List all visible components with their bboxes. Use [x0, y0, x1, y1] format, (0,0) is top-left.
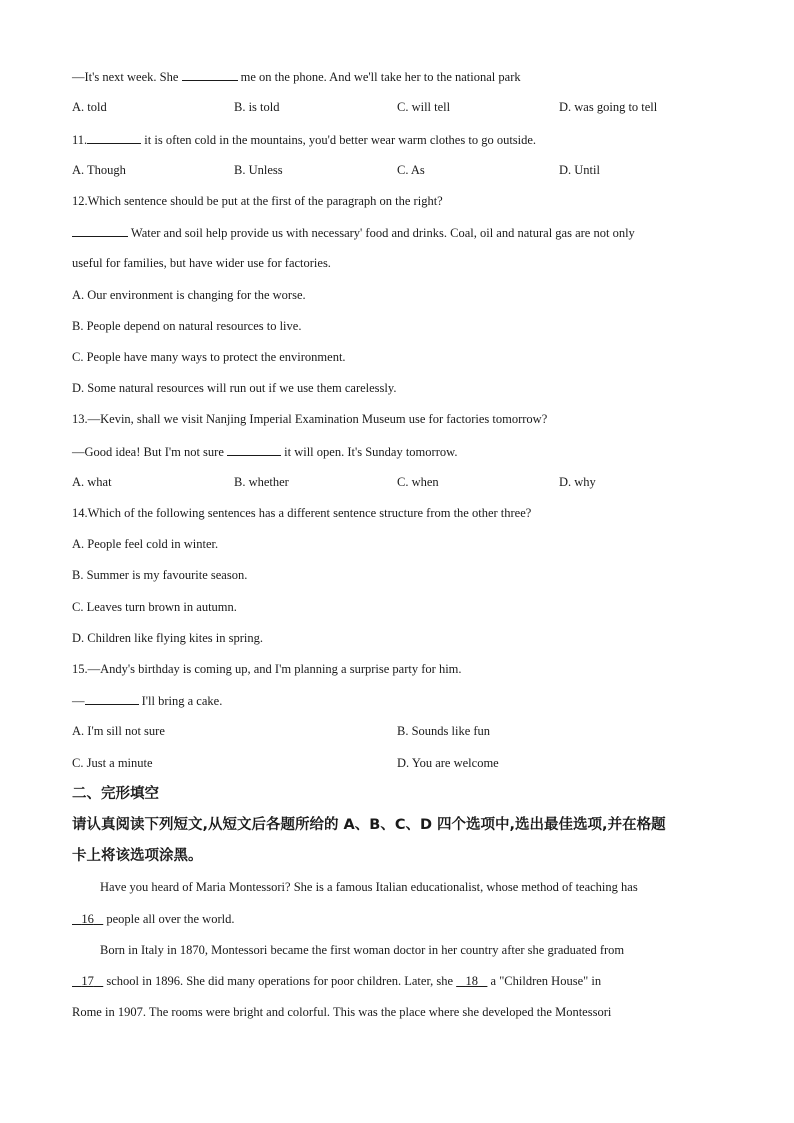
q14-option-c: C. Leaves turn brown in autumn.	[72, 600, 237, 614]
q13-line: —Good idea! But I'm not sure it will open. It's Sunday tomorrow.	[72, 445, 458, 459]
q15-option-a: A. I'm sill not sure	[72, 724, 165, 738]
q15-line: — I'll bring a cake.	[72, 694, 223, 708]
q15-question: 15.—Andy's birthday is coming up, and I'm planning a surprise party for him.	[72, 662, 462, 676]
section-instruction: 请认真阅读下列短文,从短文后各题所给的 A、B、C、D 四个选项中,选出最佳选项,并在格题	[72, 817, 666, 833]
q14-option-d: D. Children like flying kites in spring.	[72, 631, 263, 645]
q12-option-c: C. People have many ways to protect the environment.	[72, 350, 346, 364]
blank-18: 18	[465, 974, 479, 988]
q10-option-c: C. will tell	[397, 100, 451, 114]
q13-option-a: A. what	[72, 475, 112, 489]
passage-paragraph-1-cont: 16 people all over the world.	[72, 911, 234, 927]
q12-option-a: A. Our environment is changing for the worse.	[72, 288, 306, 302]
answer-blank	[87, 131, 141, 144]
answer-blank	[72, 224, 128, 237]
q15-option-b: B. Sounds like fun	[397, 724, 491, 738]
q14-option-b: B. Summer is my favourite season.	[72, 568, 248, 582]
answer-blank	[227, 443, 281, 456]
passage-paragraph-1: Have you heard of Maria Montessori? She is a famous Italian educationalist, whose method of teaching has	[100, 880, 638, 894]
q11-question: 11. it is often cold in the mountains, you'd better wear warm clothes to go outside.	[72, 133, 537, 147]
q10-option-d: D. was going to tell	[559, 100, 658, 114]
q12-question: 12.Which sentence should be put at the first of the paragraph on the right?	[72, 194, 443, 208]
q13-option-b: B. whether	[234, 475, 289, 489]
q10-option-a: A. told	[72, 100, 107, 114]
q10-line: —It's next week. She me on the phone. And we'll take her to the national park	[72, 70, 521, 84]
q11-option-d: D. Until	[559, 163, 600, 177]
answer-blank	[85, 692, 139, 705]
q11-option-b: B. Unless	[234, 163, 283, 177]
q15-option-d: D. You are welcome	[397, 756, 499, 770]
answer-blank	[182, 68, 238, 81]
q13-question: 13.—Kevin, shall we visit Nanjing Imperial Examination Museum use for factories tomorrow?	[72, 412, 548, 426]
q13-option-d: D. why	[559, 475, 596, 489]
passage-paragraph-2-cont: 17 school in 1896. She did many operations for poor children. Later, she 18 a "Children House" in	[72, 973, 601, 989]
passage-paragraph-2-end: Rome in 1907. The rooms were bright and colorful. This was the place where she developed the Montessori	[72, 1005, 612, 1019]
section-instruction-cont: 卡上将该选项涂黑。	[72, 848, 203, 864]
q12-paragraph: Water and soil help provide us with necessary' food and drinks. Coal, oil and natural gas are not only	[72, 224, 635, 241]
q11-option-a: A. Though	[72, 163, 126, 177]
section-title: 二、完形填空	[72, 786, 159, 802]
passage-paragraph-2: Born in Italy in 1870, Montessori became the first woman doctor in her country after she graduated from	[100, 943, 625, 957]
q14-question: 14.Which of the following sentences has a different sentence structure from the other three?	[72, 506, 532, 520]
q12-option-d: D. Some natural resources will run out if we use them carelessly.	[72, 381, 397, 395]
q13-option-c: C. when	[397, 475, 439, 489]
q10-option-b: B. is told	[234, 100, 280, 114]
blank-16: 16	[81, 912, 94, 926]
q14-option-a: A. People feel cold in winter.	[72, 537, 219, 551]
q11-option-c: C. As	[397, 163, 425, 177]
q12-option-b: B. People depend on natural resources to live.	[72, 319, 302, 333]
q15-option-c: C. Just a minute	[72, 756, 153, 770]
blank-17: 17	[81, 974, 94, 988]
q12-paragraph-cont: useful for families, but have wider use for factories.	[72, 256, 331, 270]
